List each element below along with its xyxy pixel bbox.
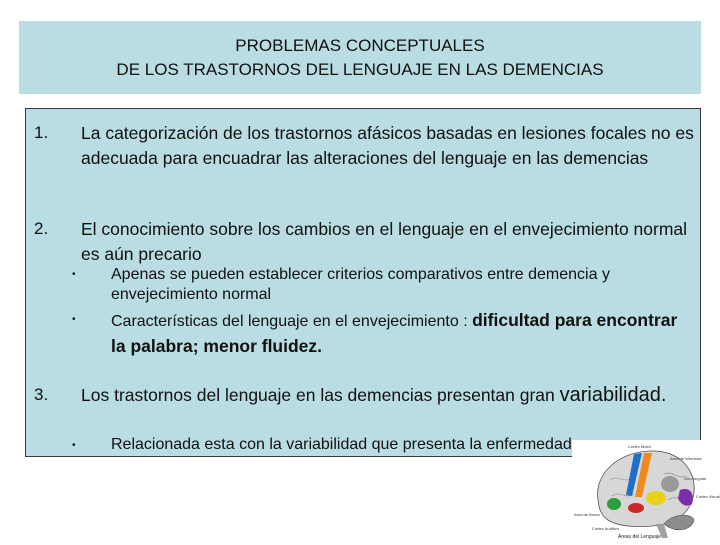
subpoint-2b-text: Características del lenguaje en el envejecimiento :	[111, 313, 473, 330]
point-3	[81, 382, 696, 408]
point-3-emphasis: variabilidad	[559, 384, 661, 406]
label-language-areas: Areas del Lenguaje	[618, 534, 662, 540]
auditory-cortex-region	[628, 503, 644, 513]
brain-language-areas-figure	[572, 440, 720, 540]
label-broca: Area de Broca	[574, 512, 600, 517]
subpoint-2a-text: Apenas se pueden establecer criterios comparativos entre demencia y envejecimiento normal	[111, 266, 610, 303]
broca-area-region	[607, 498, 621, 510]
label-motor-cortex: Cortex Motor	[628, 444, 652, 449]
content-panel	[25, 108, 701, 457]
label-visual-cortex: Cortex Visual	[696, 494, 720, 499]
subpoint-3a-text: Relacionada esta con la variabilidad que presenta la enfermedad	[111, 436, 572, 453]
brain-diagram	[572, 440, 720, 540]
bullet-2a: •	[72, 269, 76, 280]
label-wernicke: Area de Wernicke	[670, 456, 702, 461]
wernicke-area-region	[646, 491, 666, 505]
angular-gyrus-region	[661, 476, 679, 492]
title-line-2: DE LOS TRASTORNOS DEL LENGUAJE EN LAS DEMENCIAS	[116, 59, 604, 79]
title-line-1: PROBLEMAS CONCEPTUALES	[235, 35, 485, 55]
point-3-number: 3.	[34, 385, 49, 404]
point-3-suffix: .	[660, 384, 667, 406]
subpoint-2b-emphasis: dificultad para encontrar la palabra; menor fluidez.	[111, 310, 678, 356]
point-1-text: La categorización de los trastornos afásicos basadas en lesiones focales no es adecuada para encuadrar las alteraciones del lenguaje en las demencias	[81, 123, 694, 168]
bullet-2b: •	[72, 314, 76, 325]
subpoint-2b	[111, 308, 691, 360]
point-3-text: Los trastornos del lenguaje en las demencias presentan gran	[81, 385, 560, 405]
bullet-3a: •	[72, 440, 76, 451]
title-banner	[19, 21, 701, 94]
label-auditory-cortex: Cortex Auditivo	[592, 526, 619, 531]
point-2-text: El conocimiento sobre los cambios en el lenguaje en el envejecimiento normal es aún precario	[81, 219, 688, 264]
point-1-number: 1.	[34, 123, 49, 142]
point-2-number: 2.	[34, 219, 49, 238]
label-angular-gyrus: Giro Angular	[684, 476, 707, 481]
